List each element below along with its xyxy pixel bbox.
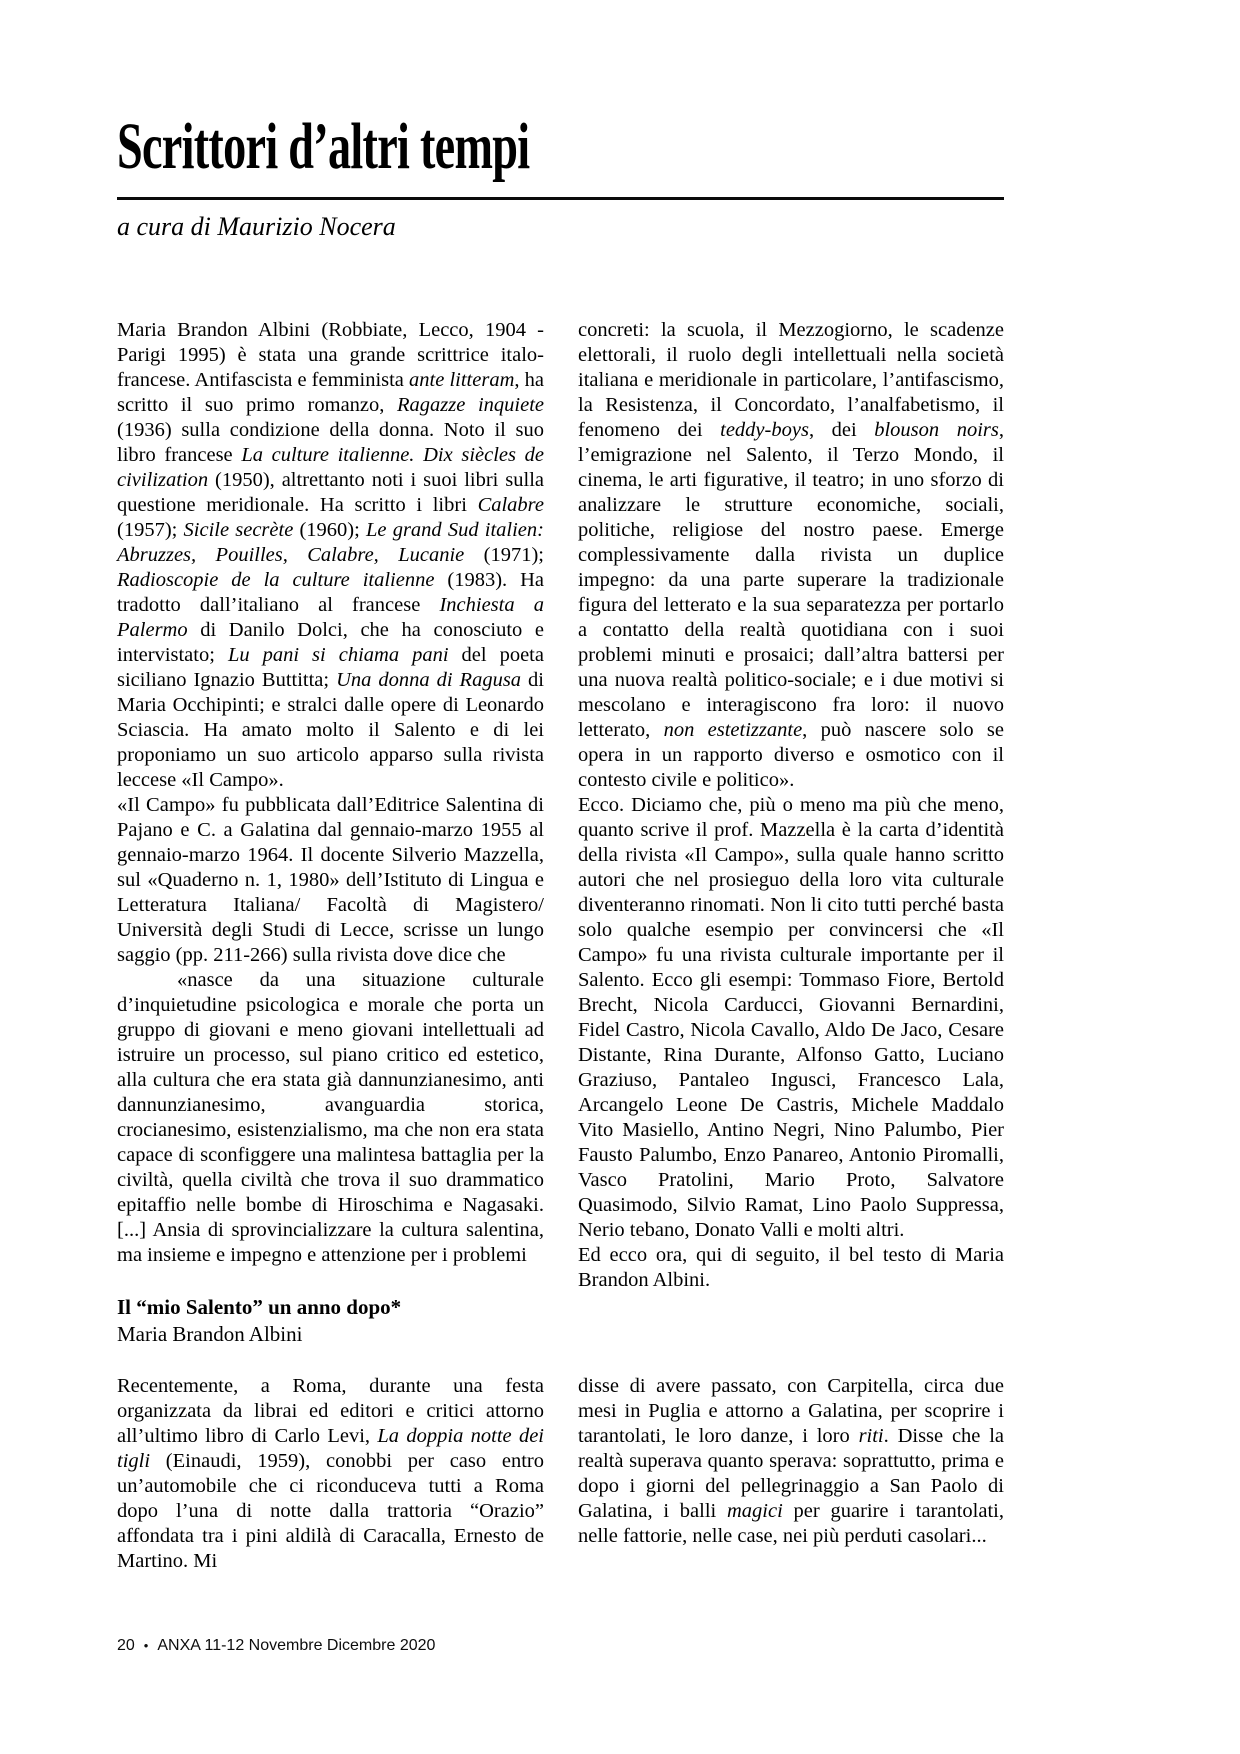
text-run-italic: Ragazze inquiete	[397, 394, 544, 416]
intro-right-column	[578, 318, 1004, 1293]
footer-page-number: 20	[117, 1637, 135, 1654]
text-run-italic: Una donna di Ragusa	[336, 669, 522, 691]
text-run-italic: riti	[858, 1425, 884, 1447]
article-heading-block	[117, 1294, 544, 1348]
text-run: Recentemente, a Roma, durante una festa organizzata da librai ed editori e critici attorno all’ultimo libro di Carlo Levi,	[117, 1375, 544, 1447]
text-run: (Einaudi, 1959), conobbi per caso entro un’automobile che ci riconduceva tutti a Roma dopo l’una di notte dalla trattoria “Orazio” affondata tra i pini aldilà di Caracalla, Ernesto de Martino. Mi	[117, 1450, 544, 1572]
text-run-italic: La doppia notte dei tigli	[117, 1425, 545, 1472]
article-right-column	[578, 1374, 1004, 1549]
text-run: (1983). Ha tradotto dall’italiano al francese	[117, 569, 544, 616]
text-run-italic: blouson noirs	[874, 419, 999, 441]
text-run-italic: Radioscopie de la culture italienne	[117, 569, 435, 591]
text-run: (1960);	[293, 519, 367, 541]
text-run: (1950), altrettanto noti i suoi libri sulla questione meridionale. Ha scritto i libri	[117, 469, 544, 516]
page-footer	[117, 1636, 435, 1656]
paragraph	[578, 318, 1004, 793]
text-run-italic: La culture italienne. Dix siècles de civilization	[117, 444, 544, 491]
text-run: per guarire i tarantolati, nelle fattorie, nelle case, nei più perduti casolari...	[578, 1500, 1004, 1547]
text-run-italic: Lu pani si chiama pani	[227, 644, 449, 666]
text-run: di Danilo Dolci, che ha conosciuto e intervistato;	[117, 619, 544, 666]
text-run: , ha scritto il suo primo romanzo,	[117, 369, 544, 416]
paragraph	[117, 318, 544, 793]
page-title: Scrittori d’altri tempi	[117, 110, 530, 183]
text-run-italic: Inchiesta a Palermo	[117, 594, 544, 641]
text-run-italic: non estetizzante	[663, 719, 803, 741]
text-run: del poeta siciliano Ignazio Buttitta;	[117, 644, 544, 691]
text-run: , l’emigrazione nel Salento, il Terzo Mondo, il cinema, le arti figurative, il teatro; in uno sforzo di analizzare le strutture economiche, sociali, politiche, religiose del nostro paese. Emerge complessivamente dalla rivista un duplice impegno: da una parte superare la tradizionale figura del letterato e la sua separatezza per portarlo a contatto della realtà quotidiana con i suoi problemi minuti e prosaici; dall’altra battersi per una nuova realtà politico-sociale; e i due motivi si mescolano e interagiscono fra loro: il nuovo letterato,	[578, 419, 1004, 741]
paragraph	[117, 793, 544, 968]
paragraph	[117, 1374, 544, 1574]
paragraph	[117, 968, 544, 1268]
article-heading: Il “mio Salento” un anno dopo*	[117, 1295, 402, 1319]
text-run: di Maria Occhipinti; e stralci dalle opere di Leonardo Sciascia. Ha amato molto il Salento e di lei proponiamo un suo articolo apparso sulla rivista leccese «Il Campo».	[117, 669, 544, 791]
text-run: Ecco. Diciamo che, più o meno ma più che meno, quanto scrive il prof. Mazzella è la carta d’identità della rivista «Il Campo», sulla quale hanno scritto autori che nel prosieguo della loro vita culturale diventeranno rinomati. Non li cito tutti perché basta solo qualche esempio per convincersi che «Il Campo» fu una rivista culturale importante per il Salento. Ecco gli esempi: Tommaso Fiore, Bertold Brecht, Nicola Carducci, Giovanni Bernardini, Fidel Castro, Nicola Cavallo, Aldo De Jaco, Cesare Distante, Rina Durante, Alfonso Gatto, Luciano Graziuso, Pantaleo Ingusci, Francesco Lala, Arcangelo Leone De Castris, Michele Maddalo Vito Masiello, Antino Negri, Nino Palumbo, Pier Fausto Palumbo, Enzo Panareo, Antonio Piromalli, Vasco Pratolini, Mario Proto, Salvatore Quasimodo, Silvio Ramat, Lino Paolo Suppressa, Nerio tebano, Donato Valli e molti altri.	[578, 794, 1004, 1241]
text-run: concreti: la scuola, il Mezzogiorno, le scadenze elettorali, il ruolo degli intellettuali nella società italiana e meridionale in particolare, l’antifascismo, la Resistenza, il Concordato, l’analfabetismo, il fenomeno dei	[578, 319, 1004, 441]
footer-bullet-separator: •	[143, 1638, 149, 1653]
footer-issue-label: ANXA 11-12 Novembre Dicembre 2020	[157, 1637, 436, 1654]
text-run-italic: Sicile secrète	[183, 519, 294, 541]
text-run-italic: Calabre	[477, 494, 544, 516]
text-run: (1957);	[117, 519, 184, 541]
text-run-italic: magici	[726, 1500, 783, 1522]
text-run: (1971);	[464, 544, 544, 566]
text-run-italic: ante litteram	[409, 369, 515, 391]
title-rule-divider	[117, 197, 1004, 200]
intro-left-column	[117, 318, 544, 1268]
text-run-italic: Le grand Sud italien: Abruzzes, Pouilles, Calabre, Lucanie	[117, 519, 544, 566]
text-run: , dei	[808, 419, 875, 441]
paragraph	[578, 1243, 1004, 1293]
text-run: (1936) sulla condizione della donna. Noto il suo libro francese	[117, 419, 544, 466]
article-left-column	[117, 1374, 544, 1574]
byline: a cura di Maurizio Nocera	[117, 212, 396, 241]
text-run: , può nascere solo se opera in un rapporto diverso e osmotico con il contesto civile e politico».	[578, 719, 1004, 791]
text-run-italic: teddy-boys	[720, 419, 809, 441]
text-run: disse di avere passato, con Carpitella, circa due mesi in Puglia e attorno a Galatina, per scoprire i tarantolati, le loro danze, i loro	[578, 1375, 1004, 1447]
article-author: Maria Brandon Albini	[117, 1322, 303, 1346]
text-run: «nasce da una situazione culturale d’inquietudine psicologica e morale che porta un gruppo di giovani e meno giovani intellettuali ad istruire un processo, sul piano critico ed estetico, alla cultura che era stata già dannunzianesimo, anti dannunzianesimo, avanguardia storica, crocianesimo, esistenzialismo, ma che non era stata capace di sconfiggere una malintesa battaglia per la civiltà, quella civiltà che trova il suo drammatico epitaffio nelle bombe di Hiroschima e Nagasaki. [...] Ansia di sprovincializzare la cultura salentina, ma insieme e impegno e attenzione per i problemi	[117, 969, 544, 1266]
paragraph	[578, 1374, 1004, 1549]
text-run: «Il Campo» fu pubblicata dall’Editrice Salentina di Pajano e C. a Galatina dal gennaio-marzo 1955 al gennaio-marzo 1964. Il docente Silverio Mazzella, sul «Quaderno n. 1, 1980» dell’Istituto di Lingua e Letteratura Italiana/ Facoltà di Magistero/ Università degli Studi di Lecce, scrisse un lungo saggio (pp. 211-266) sulla rivista dove dice che	[117, 794, 544, 966]
paragraph	[578, 793, 1004, 1243]
text-run: . Disse che la realtà superava quanto sperava: soprattutto, prima e dopo i giorni del pellegrinaggio a San Paolo di Galatina, i balli	[578, 1425, 1004, 1522]
text-run: Maria Brandon Albini (Robbiate, Lecco, 1904 - Parigi 1995) è stata una grande scrittrice italo-francese. Antifascista e femminista	[117, 319, 544, 391]
text-run: Ed ecco ora, qui di seguito, il bel testo di Maria Brandon Albini.	[578, 1244, 1004, 1291]
